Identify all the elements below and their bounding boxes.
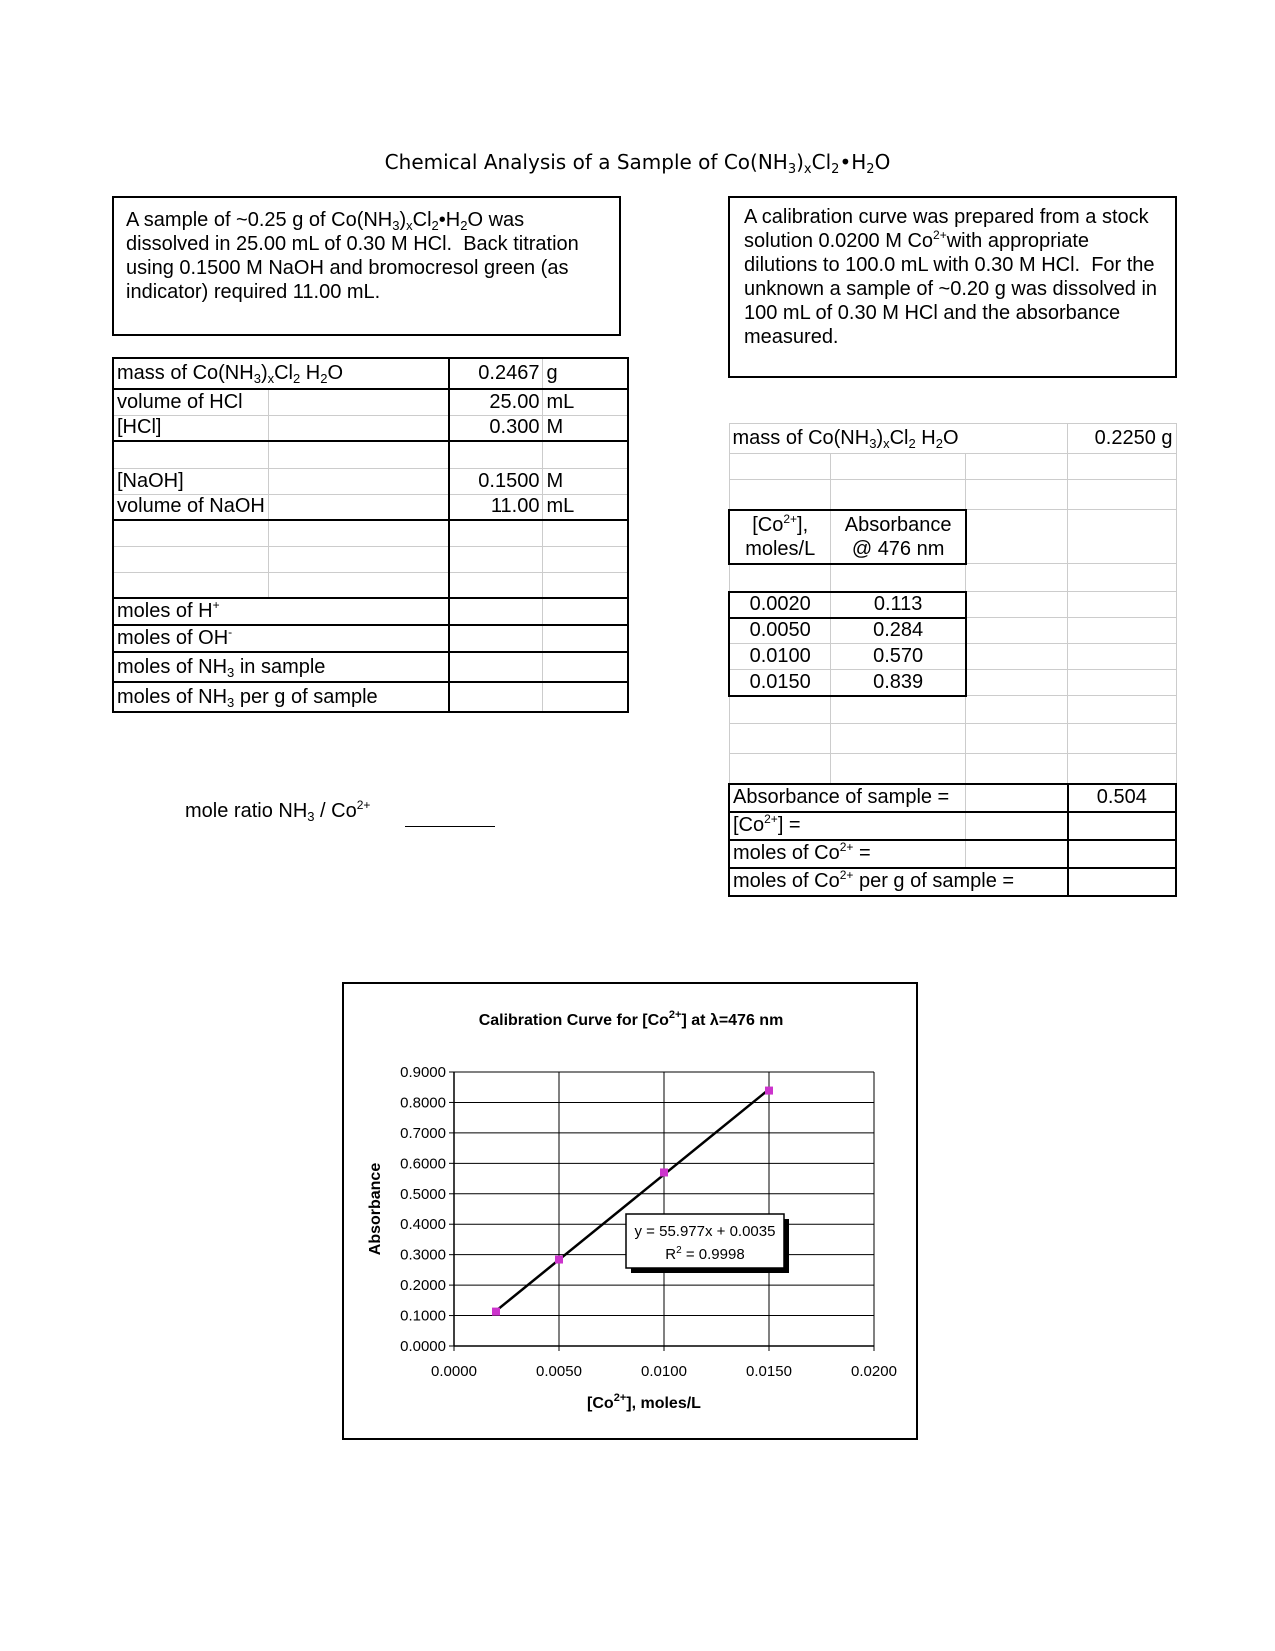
data-point <box>660 1168 668 1176</box>
page-title: Chemical Analysis of a Sample of $Co(NH_3)_xCl_2•H_2O$ <box>384 150 891 177</box>
moles-h-label: moles of H+ <box>113 598 449 625</box>
titration-table <box>112 357 629 713</box>
conc-header: $[Co^{2+}]$, moles/L <box>729 510 831 564</box>
x-axis-label: $[Co^{2+}]$, moles/L <box>587 1392 701 1412</box>
moles-oh-label: moles of OH- <box>113 625 449 652</box>
y-tick-label: 0.9000 <box>400 1064 446 1081</box>
x-tick-label: 0.0050 <box>536 1363 582 1380</box>
naoh-conc-value: 0.1500 <box>449 468 543 494</box>
x-tick-label: 0.0000 <box>431 1363 477 1380</box>
conc-cell: 0.0050 <box>729 618 831 644</box>
calibration-table <box>728 423 1177 897</box>
sample-conc-label: $[Co^{2+}]$ = <box>729 812 966 840</box>
naoh-conc-unit: M <box>543 468 628 494</box>
abs-sample-label: Absorbance of sample = <box>729 784 966 812</box>
r-squared: $R^2 = 0.9998$ <box>665 1245 745 1263</box>
naoh-conc-label: [NaOH] <box>113 468 268 494</box>
abs-cell: 0.570 <box>831 644 966 670</box>
y-tick-label: 0.1000 <box>400 1307 446 1325</box>
absorbance-header: Absorbance @ 476 nm <box>831 510 966 564</box>
trendline-equation: y = 55.977x + 0.0035 <box>634 1223 776 1240</box>
y-tick-label: 0.8000 <box>400 1094 446 1112</box>
y-tick-label: 0.6000 <box>400 1155 446 1173</box>
mole-ratio-label: mole ratio $NH_3 / Co^{2+}$ <box>185 798 371 824</box>
hcl-conc-label: [HCl] <box>113 415 268 441</box>
hcl-conc-unit: M <box>543 415 628 441</box>
vol-naoh-label: volume of NaOH <box>113 494 268 520</box>
vol-hcl-label: volume of HCl <box>113 389 268 415</box>
data-point <box>765 1087 773 1095</box>
titration-description: A sample of ~0.25 g of $Co(NH_3)_xCl_2•H_2O$ was dissolved in 25.00 mL of 0.30 M HCl. Back titration using 0.1500 M NaOH and bromocresol green (as indicator) required 11.00 mL. <box>112 196 621 336</box>
moles-nh3-label: moles of $NH_3$ in sample <box>113 652 449 682</box>
hcl-conc-value: 0.300 <box>449 415 543 441</box>
calibration-chart <box>342 982 918 1440</box>
mole-ratio-blank <box>405 826 495 827</box>
mass-unit: g <box>543 358 628 389</box>
mass-value: 0.2467 <box>449 358 543 389</box>
data-point <box>492 1308 500 1316</box>
data-point <box>555 1256 563 1264</box>
abs-sample-value: 0.504 <box>1068 784 1176 812</box>
vol-naoh-value: 11.00 <box>449 494 543 520</box>
trendline <box>496 1089 769 1311</box>
abs-cell: 0.284 <box>831 618 966 644</box>
chart-title: Calibration Curve for $[Co^{2+}]$ at λ=476 nm <box>478 1009 784 1029</box>
moles-nh3-per-g-label: moles of $NH_3$ per g of sample <box>113 682 449 712</box>
abs-cell: 0.113 <box>831 592 966 618</box>
conc-cell: 0.0100 <box>729 644 831 670</box>
abs-cell: 0.839 <box>831 670 966 696</box>
conc-cell: 0.0150 <box>729 670 831 696</box>
y-tick-label: 0.2000 <box>400 1277 446 1295</box>
y-tick-label: 0.0000 <box>400 1338 446 1355</box>
spectro-mass-value: 0.2250 g <box>1068 424 1176 454</box>
mass-label: mass of $Co(NH_3)_xCl_2$ $H_2O$ <box>113 358 449 389</box>
y-axis-label: Absorbance <box>367 1162 384 1256</box>
moles-co-label: moles of $Co^{2+}$ = <box>729 840 966 868</box>
y-tick-label: 0.7000 <box>400 1124 446 1142</box>
y-tick-label: 0.5000 <box>400 1185 446 1203</box>
x-tick-label: 0.0100 <box>641 1363 687 1380</box>
calibration-description: A calibration curve was prepared from a stock solution 0.0200 M $Co^{2+}with$ appropriate dilutions to 100.0 mL with 0.30 M HCl. For the unknown a sample of ~0.20 g was dissolved in 100 mL of 0.30 M HCl and the absorbance measured. <box>728 196 1177 378</box>
vol-hcl-unit: mL <box>543 389 628 415</box>
moles-co-per-g-label: moles of $Co^{2+}$ per g of sample = <box>729 868 1068 896</box>
vol-naoh-unit: mL <box>543 494 628 520</box>
conc-cell: 0.0020 <box>729 592 831 618</box>
y-tick-label: 0.4000 <box>400 1216 446 1234</box>
vol-hcl-value: 25.00 <box>449 389 543 415</box>
x-tick-label: 0.0200 <box>851 1363 897 1380</box>
chart-svg <box>344 984 916 1438</box>
y-tick-label: 0.3000 <box>400 1246 446 1264</box>
x-tick-label: 0.0150 <box>746 1363 792 1380</box>
spectro-mass-label: mass of $Co(NH_3)_xCl_2$ $H_2O$ <box>729 424 1068 454</box>
